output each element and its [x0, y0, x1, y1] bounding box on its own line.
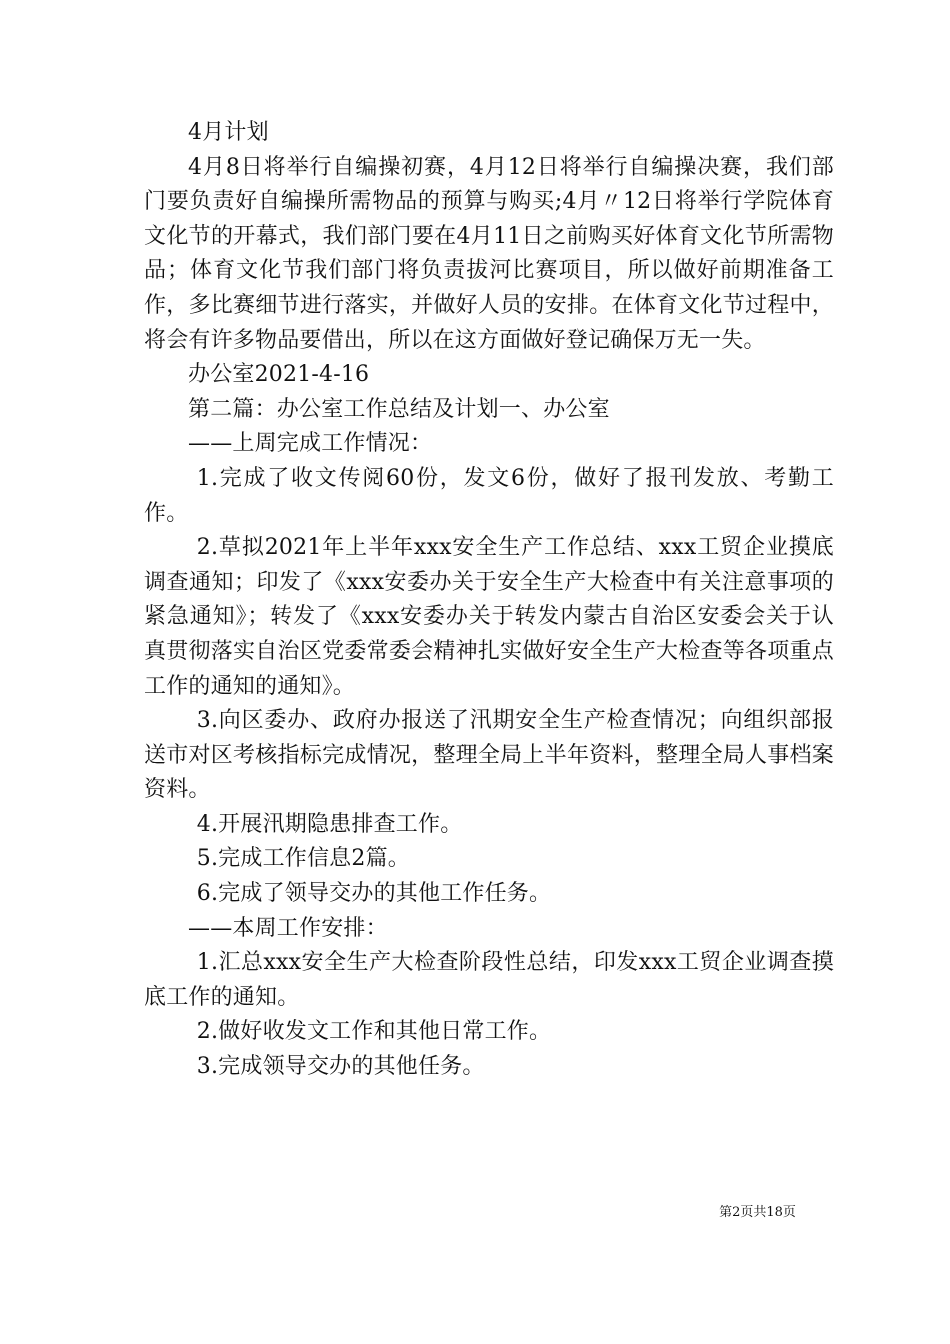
document-body — [144, 116, 834, 1085]
last-week-item-1: 1.完成了收文传阅60份，发文6份，做好了报刊发放、考勤工作。 — [144, 465, 834, 526]
section-heading-april-plan: 4月计划 — [188, 120, 269, 145]
last-week-item-6: 6.完成了领导交办的其他工作任务。 — [196, 881, 552, 907]
last-week-item-2: 2.草拟2021年上半年xxx安全生产工作总结、xxx工贸企业摸底调查通知；印发了《xxx安委办关于安全生产大检查中有关注意事项的紧急通知》；转发了《xxx安委办关于转发内蒙古自治区安委会关于认真贯彻落实自治区党委常委会精神扎实做好安全生产大检查等各项重点工作的通知的通知》。 — [144, 535, 834, 699]
this-week-heading: ——本周工作安排： — [188, 915, 388, 941]
april-plan-paragraph: 4月8日将举行自编操初赛，4月12日将举行自编操决赛，我们部门要负责好自编操所需物品的预算与购买;4月〃12日将举行学院体育文化节的开幕式，我们部门要在4月11日之前购买好体育文化节所需物品；体育文化节我们部门将负责拔河比赛项目，所以做好前期准备工作，多比赛细节进行落实，并做好人员的安排。在体育文化节过程中，将会有许多物品要借出，所以在这方面做好登记确保万无一失。 — [144, 154, 834, 353]
this-week-item-2: 2.做好收发文工作和其他日常工作。 — [196, 1019, 552, 1045]
page-number: 第2页共18页 — [719, 1205, 796, 1220]
last-week-item-3: 3.向区委办、政府办报送了汛期安全生产检查情况；向组织部报送市对区考核指标完成情况，整理全局上半年资料，整理全局人事档案资料。 — [144, 708, 834, 803]
page-footer — [0, 1201, 950, 1220]
last-week-item-5: 5.完成工作信息2篇。 — [196, 846, 410, 872]
last-week-item-4: 4.开展汛期隐患排查工作。 — [196, 811, 463, 837]
last-week-heading: ——上周完成工作情况： — [188, 431, 433, 457]
signature-date-line: 办公室2021-4-16 — [188, 362, 370, 388]
this-week-item-1: 1.汇总xxx安全生产大检查阶段性总结，印发xxx工贸企业调查摸底工作的通知。 — [144, 950, 834, 1010]
this-week-item-3: 3.完成领导交办的其他任务。 — [196, 1054, 485, 1080]
second-article-title: 第二篇：办公室工作总结及计划一、办公室 — [188, 396, 610, 422]
